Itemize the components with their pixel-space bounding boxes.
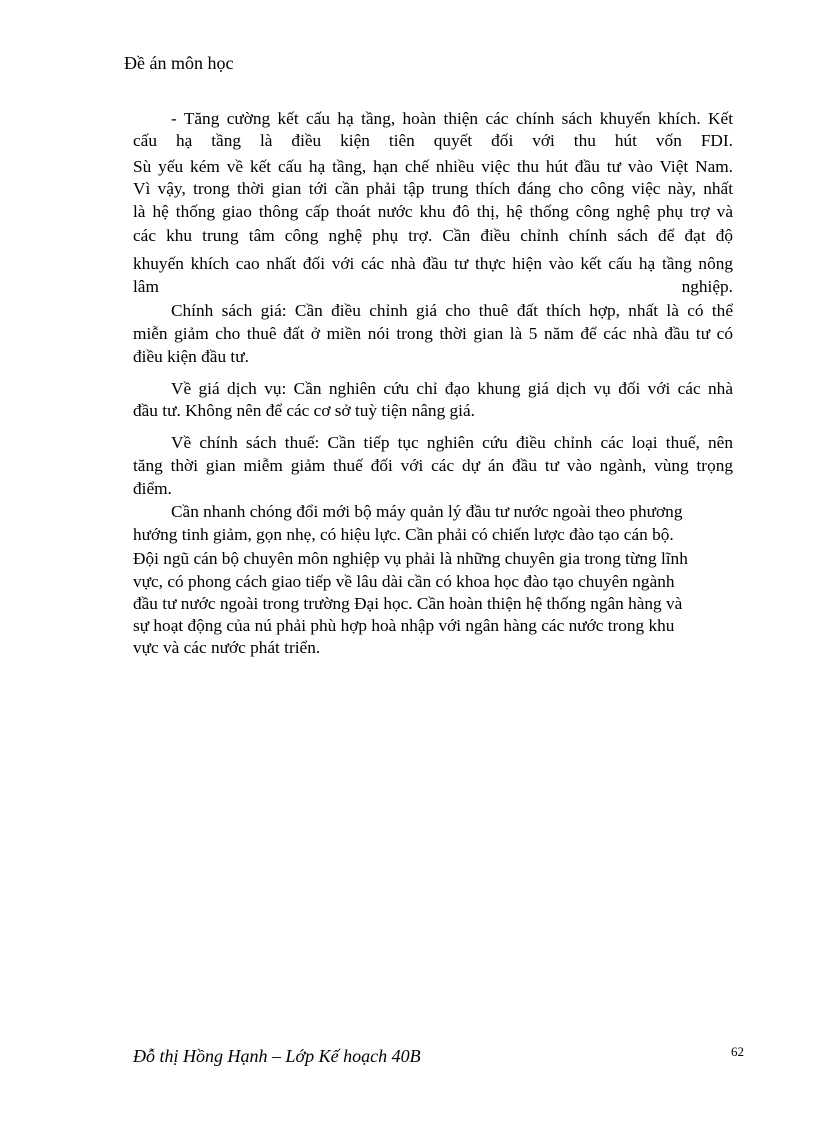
paragraph-line: các khu trung tâm công nghệ phụ trợ. Cần điều chỉnh chính sách để đạt độ — [133, 226, 733, 245]
paragraph-line: - Tăng cường kết cấu hạ tầng, hoàn thiện các chính sách khuyến khích. Kết — [171, 109, 733, 128]
paragraph-line: Cần nhanh chóng đổi mới bộ máy quản lý đầu tư nước ngoài theo phương — [171, 502, 683, 521]
paragraph-line: điểm. — [133, 479, 172, 498]
paragraph-line: Đội ngũ cán bộ chuyên môn nghiệp vụ phải là những chuyên gia trong từng lĩnh — [133, 549, 688, 568]
paragraph-line: Về giá dịch vụ: Cần nghiên cứu chỉ đạo khung giá dịch vụ đối với các nhà — [171, 379, 733, 398]
paragraph-line: sự hoạt động của nú phải phù hợp hoà nhập với ngân hàng các nước trong khu — [133, 616, 675, 635]
paragraph-line: Chính sách giá: Cần điều chỉnh giá cho thuê đất thích hợp, nhất là có thể — [171, 301, 733, 320]
paragraph-line: là hệ thống giao thông cấp thoát nước khu đô thị, hệ thống công nghệ phụ trợ và — [133, 202, 733, 221]
paragraph-line: miễn giảm cho thuê đất ở miền nói trong thời gian là 5 năm để các nhà đầu tư có — [133, 324, 733, 343]
paragraph-line: đầu tư nước ngoài trong trường Đại học. Cần hoàn thiện hệ thống ngân hàng và — [133, 594, 683, 613]
paragraph-line: cấu hạ tầng là điều kiện tiên quyết đối với thu hút vốn FDI. — [133, 131, 733, 150]
paragraph-line: Sù yếu kém về kết cấu hạ tầng, hạn chế nhiều việc thu hút đầu tư vào Việt Nam. — [133, 157, 733, 176]
paragraph-line: lâm nghiệp. — [133, 277, 733, 296]
paragraph-line: Về chính sách thuế: Cần tiếp tục nghiên cứu điều chỉnh các loại thuế, nên — [171, 433, 733, 452]
paragraph-line: vực và các nước phát triển. — [133, 638, 321, 657]
page-header-title: Đề án môn học — [124, 53, 234, 73]
paragraph-line: tăng thời gian miễm giảm thuế đối với các dự án đầu tư vào ngành, vùng trọng — [133, 456, 733, 475]
paragraph-line: hướng tinh giảm, gọn nhẹ, có hiệu lực. Cần phải có chiến lược đào tạo cán bộ. — [133, 525, 674, 544]
page-number: 62 — [731, 1044, 744, 1059]
footer-author: Đỗ thị Hồng Hạnh – Lớp Kế hoạch 40B — [133, 1046, 421, 1066]
paragraph-line: điều kiện đầu tư. — [133, 347, 249, 366]
paragraph-line: khuyến khích cao nhất đối với các nhà đầu tư thực hiện vào kết cấu hạ tầng nông — [133, 254, 733, 273]
paragraph-line: Vì vậy, trong thời gian tới cần phải tập trung thích đáng cho công việc này, nhất — [133, 179, 733, 198]
paragraph-line: vực, có phong cách giao tiếp về lâu dài cần có khoa học đào tạo chuyên ngành — [133, 572, 675, 591]
paragraph-line: đầu tư. Không nên để các cơ sở tuỳ tiện nâng giá. — [133, 401, 475, 420]
